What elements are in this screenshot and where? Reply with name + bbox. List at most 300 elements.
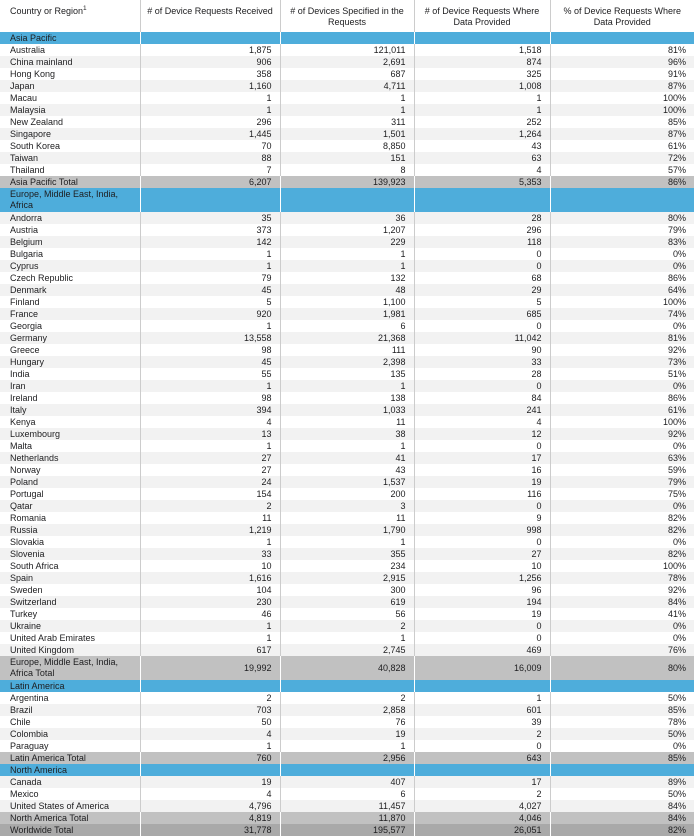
value-cell: 906 <box>140 56 280 68</box>
value-cell: 5 <box>414 296 550 308</box>
value-cell: 241 <box>414 404 550 416</box>
percent-cell: 92% <box>550 584 694 596</box>
value-cell: 10 <box>140 560 280 572</box>
value-cell: 19,992 <box>140 656 280 680</box>
value-cell: 1 <box>140 248 280 260</box>
value-cell: 118 <box>414 236 550 248</box>
value-cell: 601 <box>414 704 550 716</box>
value-cell: 19 <box>280 728 414 740</box>
value-cell: 43 <box>280 464 414 476</box>
percent-cell: 85% <box>550 116 694 128</box>
value-cell: 17 <box>414 776 550 788</box>
value-cell: 2 <box>280 620 414 632</box>
percent-cell: 86% <box>550 272 694 284</box>
country-row <box>0 116 694 128</box>
percent-cell: 41% <box>550 608 694 620</box>
region-header-spacer-cell <box>414 188 550 212</box>
value-cell: 4,046 <box>414 812 550 824</box>
country-row <box>0 272 694 284</box>
value-cell: 1 <box>140 260 280 272</box>
value-cell: 4,711 <box>280 80 414 92</box>
value-cell: 19 <box>414 608 550 620</box>
country-name: Australia <box>10 44 46 55</box>
table-header <box>0 0 694 32</box>
region-total-row <box>0 812 694 824</box>
value-cell: 4 <box>140 788 280 800</box>
region-header-spacer-cell <box>550 32 694 44</box>
value-cell: 11 <box>280 512 414 524</box>
percent-cell: 75% <box>550 488 694 500</box>
percent-cell: 0% <box>550 500 694 512</box>
value-cell: 296 <box>140 116 280 128</box>
value-cell: 1,981 <box>280 308 414 320</box>
footnote-marker: 1 <box>83 5 87 12</box>
value-cell: 4 <box>140 728 280 740</box>
value-cell: 0 <box>414 536 550 548</box>
country-row <box>0 308 694 320</box>
value-cell: 1 <box>140 620 280 632</box>
country-row <box>0 488 694 500</box>
value-cell: 1 <box>140 320 280 332</box>
region-header-spacer-cell <box>140 764 280 776</box>
value-cell: 325 <box>414 68 550 80</box>
country-name: Finland <box>10 296 40 307</box>
country-name: United Arab Emirates <box>10 632 96 643</box>
country-name: Qatar <box>0 500 140 512</box>
percent-cell: 50% <box>550 788 694 800</box>
percent-cell: 86% <box>550 176 694 188</box>
value-cell: 685 <box>414 308 550 320</box>
value-cell: 4,819 <box>140 812 280 824</box>
country-row <box>0 452 694 464</box>
country-name: Macau <box>10 92 38 103</box>
region-header-spacer-cell <box>140 680 280 692</box>
value-cell: 13,558 <box>140 332 280 344</box>
value-cell: 27 <box>414 548 550 560</box>
value-cell: 394 <box>140 404 280 416</box>
value-cell: 10 <box>414 560 550 572</box>
country-row <box>0 548 694 560</box>
value-cell: 11 <box>140 512 280 524</box>
percent-cell: 51% <box>550 368 694 380</box>
value-cell: 619 <box>280 596 414 608</box>
value-cell: 0 <box>414 632 550 644</box>
value-cell: 8 <box>280 164 414 176</box>
region-header-row <box>0 32 694 44</box>
value-cell: 1,100 <box>280 296 414 308</box>
value-cell: 40,828 <box>280 656 414 680</box>
country-row <box>0 392 694 404</box>
country-name: Slovakia <box>10 536 45 547</box>
value-cell: 139,923 <box>280 176 414 188</box>
percent-cell: 79% <box>550 476 694 488</box>
value-cell: 31,778 <box>140 824 280 836</box>
value-cell: 1 <box>414 692 550 704</box>
value-cell: 0 <box>414 440 550 452</box>
country-row <box>0 44 694 56</box>
value-cell: 16 <box>414 464 550 476</box>
percent-cell: 0% <box>550 320 694 332</box>
value-cell: 3 <box>280 500 414 512</box>
country-name: United Kingdom <box>0 644 140 656</box>
country-row <box>0 788 694 800</box>
value-cell: 4 <box>140 416 280 428</box>
value-cell: 88 <box>140 152 280 164</box>
percent-cell: 100% <box>550 416 694 428</box>
value-cell: 38 <box>280 428 414 440</box>
percent-cell: 87% <box>550 128 694 140</box>
value-cell: 1,207 <box>280 224 414 236</box>
country-name: Luxembourg <box>0 428 140 440</box>
country-row <box>0 632 694 644</box>
value-cell: 1 <box>280 536 414 548</box>
percent-cell: 96% <box>550 56 694 68</box>
value-cell: 5 <box>140 296 280 308</box>
country-row <box>0 440 694 452</box>
value-cell: 358 <box>140 68 280 80</box>
percent-cell: 61% <box>550 404 694 416</box>
value-cell: 4 <box>414 416 550 428</box>
percent-cell: 57% <box>550 164 694 176</box>
country-row <box>0 416 694 428</box>
country-row <box>0 212 694 224</box>
value-cell: 234 <box>280 560 414 572</box>
percent-cell: 85% <box>550 704 694 716</box>
percent-cell: 0% <box>550 260 694 272</box>
value-cell: 79 <box>140 272 280 284</box>
value-cell: 28 <box>414 212 550 224</box>
value-cell: 1 <box>280 92 414 104</box>
value-cell: 55 <box>140 368 280 380</box>
percent-cell: 79% <box>550 224 694 236</box>
country-name: Malta <box>10 440 33 451</box>
value-cell: 920 <box>140 308 280 320</box>
column-header-requests-data-provided: # of Device Requests Where Data Provided <box>414 0 550 32</box>
value-cell: 46 <box>140 608 280 620</box>
column-header-percent-data-provided: % of Device Requests Where Data Provided <box>550 0 694 32</box>
value-cell: 0 <box>414 500 550 512</box>
value-cell: 11,457 <box>280 800 414 812</box>
region-header-spacer-cell <box>280 680 414 692</box>
country-row <box>0 596 694 608</box>
percent-cell: 82% <box>550 512 694 524</box>
value-cell: 5,353 <box>414 176 550 188</box>
header-row <box>0 0 694 32</box>
percent-cell: 78% <box>550 716 694 728</box>
percent-cell: 83% <box>550 236 694 248</box>
value-cell: 12 <box>414 428 550 440</box>
column-header-devices-specified: # of Devices Specified in the Requests <box>280 0 414 32</box>
country-name: New Zealand <box>10 116 64 127</box>
value-cell: 0 <box>414 380 550 392</box>
value-cell: 4,027 <box>414 800 550 812</box>
country-name: Sweden <box>10 584 43 595</box>
value-cell: 27 <box>140 452 280 464</box>
country-row <box>0 284 694 296</box>
value-cell: 11 <box>280 416 414 428</box>
country-name: Kenya <box>10 416 36 427</box>
value-cell: 296 <box>414 224 550 236</box>
country-row <box>0 428 694 440</box>
percent-cell: 50% <box>550 692 694 704</box>
percent-cell: 84% <box>550 800 694 812</box>
value-cell: 1,790 <box>280 524 414 536</box>
value-cell: 4 <box>414 164 550 176</box>
value-cell: 1 <box>280 104 414 116</box>
region-header-row <box>0 188 694 212</box>
country-row <box>0 152 694 164</box>
value-cell: 0 <box>414 740 550 752</box>
country-name: Paraguay <box>10 740 49 751</box>
country-name: United States of America <box>0 800 140 812</box>
value-cell: 19 <box>414 476 550 488</box>
percent-cell: 80% <box>550 212 694 224</box>
country-name: Austria <box>10 224 39 235</box>
region-name: Latin America <box>0 680 140 692</box>
percent-cell: 84% <box>550 812 694 824</box>
country-name: Brazil <box>0 704 140 716</box>
country-row <box>0 92 694 104</box>
region-header-row <box>0 764 694 776</box>
country-row <box>0 356 694 368</box>
country-row <box>0 68 694 80</box>
country-row <box>0 584 694 596</box>
region-total-row <box>0 752 694 764</box>
country-row <box>0 344 694 356</box>
value-cell: 21,368 <box>280 332 414 344</box>
country-row <box>0 260 694 272</box>
percent-cell: 100% <box>550 296 694 308</box>
value-cell: 1 <box>280 632 414 644</box>
value-cell: 68 <box>414 272 550 284</box>
country-name: China mainland <box>0 56 140 68</box>
country-name: Portugal <box>10 488 44 499</box>
country-name: Cyprus <box>0 260 140 272</box>
country-name: Thailand <box>10 164 45 175</box>
worldwide-total-label: Worldwide Total <box>0 824 140 836</box>
country-name: Andorra <box>0 212 140 224</box>
value-cell: 6 <box>280 320 414 332</box>
percent-cell: 59% <box>550 464 694 476</box>
percent-cell: 82% <box>550 524 694 536</box>
value-cell: 6,207 <box>140 176 280 188</box>
percent-cell: 0% <box>550 740 694 752</box>
percent-cell: 100% <box>550 104 694 116</box>
region-header-spacer-cell <box>280 32 414 44</box>
value-cell: 1 <box>280 380 414 392</box>
country-name: Norway <box>10 464 41 475</box>
region-name: North America <box>0 764 140 776</box>
value-cell: 63 <box>414 152 550 164</box>
percent-cell: 86% <box>550 392 694 404</box>
region-header-spacer-cell <box>414 32 550 44</box>
region-header-spacer-cell <box>280 764 414 776</box>
region-total-label: Europe, Middle East, India, Africa Total <box>0 656 140 680</box>
region-header-spacer-cell <box>414 764 550 776</box>
country-row <box>0 704 694 716</box>
country-row <box>0 572 694 584</box>
value-cell: 36 <box>280 212 414 224</box>
value-cell: 98 <box>140 344 280 356</box>
value-cell: 2 <box>280 692 414 704</box>
country-name: Iran <box>0 380 140 392</box>
country-row <box>0 476 694 488</box>
country-name: Singapore <box>0 128 140 140</box>
value-cell: 2 <box>140 500 280 512</box>
percent-cell: 0% <box>550 632 694 644</box>
region-header-spacer-cell <box>280 188 414 212</box>
value-cell: 0 <box>414 260 550 272</box>
value-cell: 70 <box>140 140 280 152</box>
country-row <box>0 692 694 704</box>
country-name: Czech Republic <box>10 272 74 283</box>
value-cell: 230 <box>140 596 280 608</box>
country-row <box>0 248 694 260</box>
value-cell: 1 <box>280 260 414 272</box>
value-cell: 2,691 <box>280 56 414 68</box>
value-cell: 116 <box>414 488 550 500</box>
country-name: Italy <box>0 404 140 416</box>
country-row <box>0 320 694 332</box>
country-name: Chile <box>10 716 31 727</box>
country-name: Netherlands <box>0 452 140 464</box>
column-header-country <box>0 0 140 32</box>
percent-cell: 81% <box>550 332 694 344</box>
percent-cell: 0% <box>550 248 694 260</box>
country-name: Spain <box>0 572 140 584</box>
value-cell: 16,009 <box>414 656 550 680</box>
country-name: South Africa <box>10 560 59 571</box>
country-row <box>0 776 694 788</box>
percent-cell: 0% <box>550 536 694 548</box>
value-cell: 0 <box>414 248 550 260</box>
country-name: Hong Kong <box>10 68 56 79</box>
country-row <box>0 608 694 620</box>
country-row <box>0 140 694 152</box>
percent-cell: 91% <box>550 68 694 80</box>
value-cell: 760 <box>140 752 280 764</box>
region-header-spacer-cell <box>414 680 550 692</box>
value-cell: 0 <box>414 320 550 332</box>
value-cell: 33 <box>414 356 550 368</box>
value-cell: 1 <box>280 440 414 452</box>
region-header-spacer-cell <box>140 188 280 212</box>
column-header-requests-received: # of Device Requests Received <box>140 0 280 32</box>
value-cell: 111 <box>280 344 414 356</box>
country-row <box>0 56 694 68</box>
value-cell: 1 <box>280 740 414 752</box>
region-total-row <box>0 176 694 188</box>
percent-cell: 72% <box>550 152 694 164</box>
value-cell: 252 <box>414 116 550 128</box>
value-cell: 76 <box>280 716 414 728</box>
value-cell: 617 <box>140 644 280 656</box>
country-row <box>0 740 694 752</box>
value-cell: 1,445 <box>140 128 280 140</box>
percent-cell: 89% <box>550 776 694 788</box>
value-cell: 7 <box>140 164 280 176</box>
region-header-spacer-cell <box>550 764 694 776</box>
country-name: Germany <box>0 332 140 344</box>
country-row <box>0 524 694 536</box>
percent-cell: 82% <box>550 548 694 560</box>
value-cell: 11,042 <box>414 332 550 344</box>
value-cell: 56 <box>280 608 414 620</box>
value-cell: 104 <box>140 584 280 596</box>
value-cell: 27 <box>140 464 280 476</box>
country-name: Ukraine <box>0 620 140 632</box>
value-cell: 407 <box>280 776 414 788</box>
country-row <box>0 80 694 92</box>
country-row <box>0 536 694 548</box>
country-name: Japan <box>0 80 140 92</box>
value-cell: 24 <box>140 476 280 488</box>
country-name: Argentina <box>10 692 49 703</box>
country-row <box>0 404 694 416</box>
table-body <box>0 32 694 836</box>
value-cell: 2,915 <box>280 572 414 584</box>
region-header-spacer-cell <box>550 188 694 212</box>
value-cell: 96 <box>414 584 550 596</box>
value-cell: 151 <box>280 152 414 164</box>
percent-cell: 61% <box>550 140 694 152</box>
value-cell: 2 <box>414 788 550 800</box>
country-name: Hungary <box>0 356 140 368</box>
value-cell: 1,256 <box>414 572 550 584</box>
country-row <box>0 224 694 236</box>
value-cell: 43 <box>414 140 550 152</box>
value-cell: 1 <box>140 440 280 452</box>
region-header-row <box>0 680 694 692</box>
percent-cell: 0% <box>550 380 694 392</box>
country-name: Poland <box>0 476 140 488</box>
value-cell: 2 <box>140 692 280 704</box>
country-row <box>0 716 694 728</box>
value-cell: 687 <box>280 68 414 80</box>
country-name: Canada <box>0 776 140 788</box>
value-cell: 1 <box>140 740 280 752</box>
value-cell: 33 <box>140 548 280 560</box>
value-cell: 8,850 <box>280 140 414 152</box>
country-row <box>0 332 694 344</box>
country-row <box>0 500 694 512</box>
percent-cell: 82% <box>550 824 694 836</box>
value-cell: 13 <box>140 428 280 440</box>
region-total-label: North America Total <box>0 812 140 824</box>
country-name: Taiwan <box>0 152 140 164</box>
column-header-country-label: Country or Region <box>10 6 84 16</box>
value-cell: 2 <box>414 728 550 740</box>
country-row <box>0 512 694 524</box>
value-cell: 135 <box>280 368 414 380</box>
country-row <box>0 800 694 812</box>
country-row <box>0 380 694 392</box>
value-cell: 48 <box>280 284 414 296</box>
value-cell: 2,398 <box>280 356 414 368</box>
value-cell: 11,870 <box>280 812 414 824</box>
value-cell: 84 <box>414 392 550 404</box>
percent-cell: 64% <box>550 284 694 296</box>
value-cell: 132 <box>280 272 414 284</box>
value-cell: 50 <box>140 716 280 728</box>
value-cell: 643 <box>414 752 550 764</box>
country-row <box>0 464 694 476</box>
country-name: Switzerland <box>0 596 140 608</box>
worldwide-total-row <box>0 824 694 836</box>
country-row <box>0 560 694 572</box>
country-name: Greece <box>10 344 40 355</box>
percent-cell: 85% <box>550 752 694 764</box>
